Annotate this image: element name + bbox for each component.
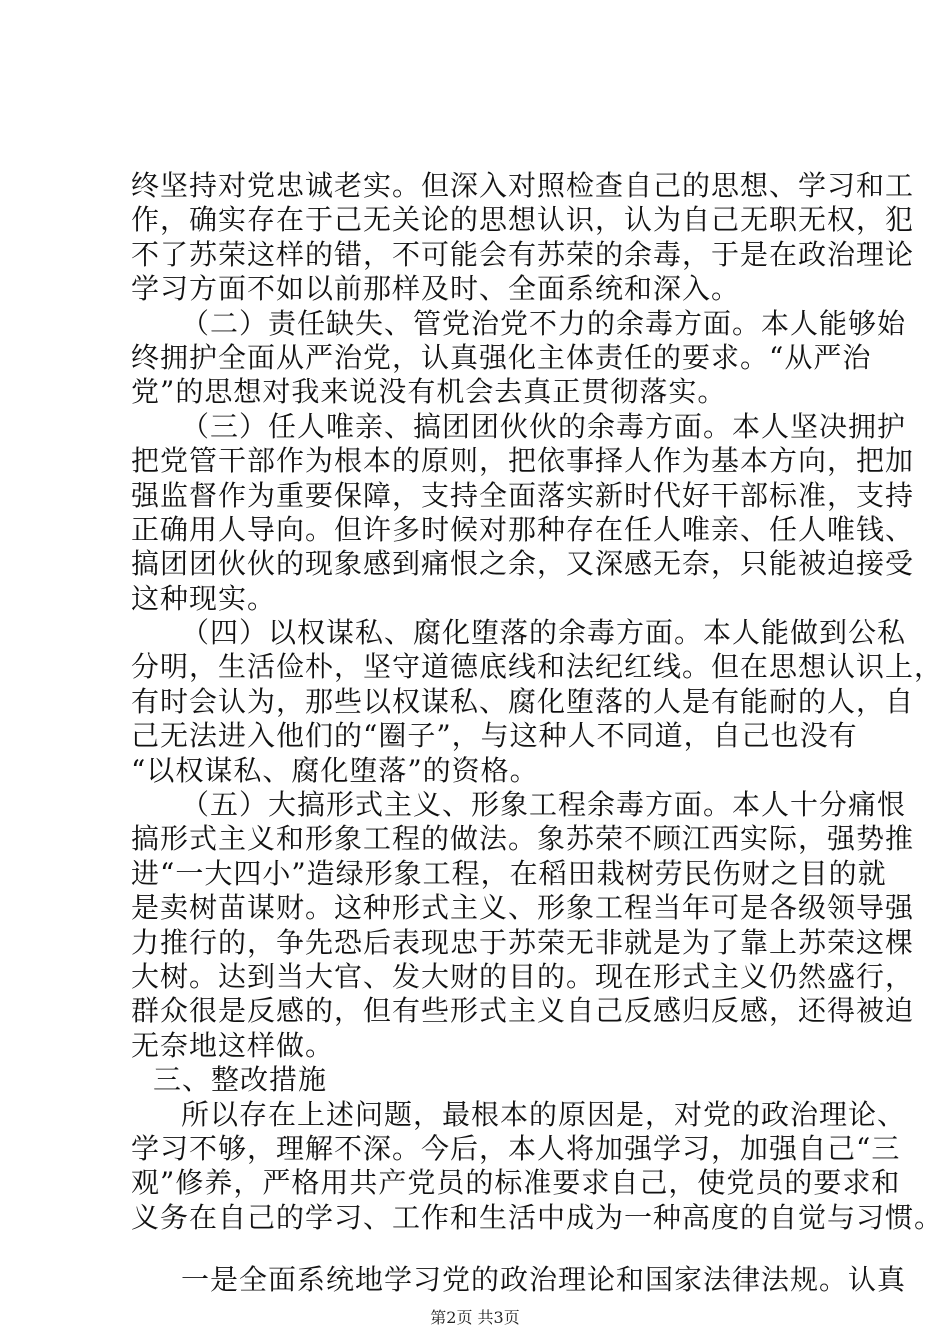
text-line: 有时会认为，那些以权谋私、腐化堕落的人是有能耐的人，自: [131, 684, 915, 718]
text-line: 正确用人导向。但许多时候对那种存在任人唯亲、任人唯钱、: [131, 512, 915, 546]
text-line: 学习不够，理解不深。今后，本人将加强学习，加强自己“三: [131, 1131, 901, 1165]
paragraph-gap: [131, 1235, 843, 1263]
text-line: 大树。达到当大官、发大财的目的。现在形式主义仍然盛行，: [131, 959, 915, 993]
text-line: “以权谋私、腐化堕落”的资格。: [131, 753, 539, 787]
text-line: 不了苏荣这样的错，不可能会有苏荣的余毒，于是在政治理论: [131, 237, 915, 271]
text-line: 学习方面不如以前那样及时、全面系统和深入。: [131, 272, 741, 306]
text-line: 党”的思想对我来说没有机会去真正贯彻落实。: [131, 375, 727, 409]
section-heading: 三、整改措施: [153, 1063, 328, 1097]
text-line: 搞团团伙伙的现象感到痛恨之余，又深感无奈，只能被迫接受: [131, 547, 915, 581]
paragraph-start-line: （二）责任缺失、管党治党不力的余毒方面。本人能够始: [181, 306, 907, 340]
text-line: 无奈地这样做。: [131, 1028, 335, 1062]
text-line: 群众很是反感的，但有些形式主义自己反感归反感，还得被迫: [131, 994, 915, 1028]
document-body: [131, 169, 944, 1298]
paragraph-start-line: 一是全面系统地学习党的政治理论和国家法律法规。认真: [181, 1263, 907, 1297]
text-line: 这种现实。: [131, 581, 277, 615]
text-line: 作，确实存在于己无关论的思想认识，认为自己无职无权，犯: [131, 203, 915, 237]
paragraph-start-line: （四）以权谋私、腐化堕落的余毒方面。本人能做到公私: [181, 616, 907, 650]
text-line: 把党管干部作为根本的原则，把依事择人作为基本方向，把加: [131, 444, 915, 478]
text-line: 观”修养，严格用共产党员的标准要求自己，使党员的要求和: [131, 1166, 901, 1200]
text-line: 进“一大四小”造绿形象工程，在稻田栽树劳民伤财之目的就: [131, 856, 887, 890]
text-line: 终拥护全面从严治党，认真强化主体责任的要求。“从严治: [131, 340, 872, 374]
text-line: 己无法进入他们的“圈子”，与这种人不同道，自己也没有: [131, 719, 858, 753]
text-line: 力推行的，争先恐后表现忠于苏荣无非就是为了靠上苏荣这棵: [131, 925, 915, 959]
text-line: 分明，生活俭朴，坚守道德底线和法纪红线。但在思想认识上，: [131, 650, 944, 684]
paragraph-start-line: 所以存在上述问题，最根本的原因是，对党的政治理论、: [181, 1097, 907, 1131]
text-line: 义务在自己的学习、工作和生活中成为一种高度的自觉与习惯。: [131, 1200, 944, 1234]
page-footer: 第2页 共3页: [430, 1308, 520, 1327]
text-line: 搞形式主义和形象工程的做法。象苏荣不顾江西实际，强势推: [131, 822, 915, 856]
text-line: 终坚持对党忠诚老实。但深入对照检查自己的思想、学习和工: [131, 169, 915, 202]
text-line: 强监督作为重要保障，支持全面落实新时代好干部标准，支持: [131, 478, 915, 512]
paragraph-start-line: （五）大搞形式主义、形象工程余毒方面。本人十分痛恨: [181, 788, 907, 822]
text-line: 是卖树苗谋财。这种形式主义、形象工程当年可是各级领导强: [131, 891, 915, 925]
paragraph-start-line: （三）任人唯亲、搞团团伙伙的余毒方面。本人坚决拥护: [181, 409, 907, 443]
